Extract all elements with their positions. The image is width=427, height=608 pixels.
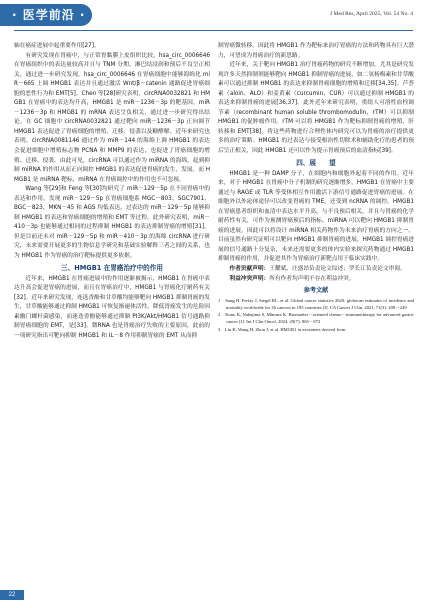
statement-text: 王耀斌、汪盛昂负责论文综述；罗长江负责论文审阅。 (269, 266, 406, 273)
statement-label: 作者贡献声明： (229, 266, 270, 273)
statement-label: 利益冲突声明： (229, 275, 270, 282)
section-tab (0, 4, 92, 26)
reference-item: 2 Kono K, Nakajima S, Mimura K. Biomarker－oriented chemo－immunotherapy for advanced gastric cancer [J]. Int J Clin Oncol, 2024, 29(7): 865－872 (218, 312, 414, 325)
reference-item: 1 Sung H, Ferlay J, Siegel RL, et al. Global cancer statistics 2020: globocan estimates of incidence and mortality worldwide for 36 cancers in 185 countries [J]. CA Cancer J Clin, 2021, 71(3): 209－249 (218, 298, 414, 311)
left-column (14, 42, 210, 590)
journal-meta: J Med Res, April 2025, Vol. 54 No. 4 (329, 11, 413, 17)
body-paragraph: 近年来，关于靶向 HMGB1 治疗胃癌药物的研究不断增加，尤其是研究发现许多天然抑制剂能够靶向 HMGB1 抑制胃癌的进展，如二氢杨梅素和甘草酸素可以通过抑制 HMGB1 的表达来抑制胃癌细胞的增殖和迁移[34,35]。芦荟素（aloin、ALO）和姜黄素（curcumin、CUR）可以通过抑制 HMGB1 的表达来抑制胃癌的进展[36,37]。此外近年来研究表明，重组人可溶性血栓调节素（recombinant human soluble thrombomodulin，rTM）可以抑制 HMGB1 的促肿瘤作用。rTM 可以将 HMGB1 作为靶标抑制胃癌的增殖、肝转移和 EMT[38]。将这些药物进行合理性体内研究可以为胃癌的治疗提供更多的治疗策略。HMGB1 的过表达与接受根治性切除术和辅助化疗的患者的预后呈正相关，因此 HMGB1 还可以作为提示胃癌预后的血清指标[39]。 (218, 62, 414, 155)
body-paragraph: 有研究发现在胃癌中，与正常胃黏膜上皮组织比较，hsa_circ_0006646 在胃癌组织中的表达量较高并且与 TNM 分期、淋巴结浸润和预后不良呈正相关，通过进一步研究发现，hsa_circ_0006646 在胃癌细胞中能够海绵化 miR－665 上调 HMGB1 表达并且通过激活 Wnt/β－catenin 通路促进胃癌细胞的恶性行为和 EMT[5]。Chen 等[28]研究表明，circRNA0032821 和 HMGB1 在胃癌中的表达均升高，HMGB1 是 miR－1236－3p 的靶基因，miR－1236－3p 和 HMGB1 的 mRNA 表达呈负相关，通过进一步研究得出结论，在 GC 细胞中 circRNA0032821 通过靶向 miR－1236－3p 正向调节 HMGB1 表达促进了胃癌细胞的增殖、迁移、侵袭以及糖酵解。近年来研究也表明，circRNA0081146 通过作为 miR－144 的海绵上调 HMGB1 的表达会促进细胞中增殖标志物 PCNA 和 MMP9 的表达，也促进了胃癌细胞的增殖、迁移、侵袭。由此可见，circRNA 可以通过作为 miRNA 的海绵，起到抑制 miRNA 的作用从而正向调控 HMGB1 的表达促进胃癌的发生、发展。而 HMGB1 是 miRNA 靶标，miRNA 在胃癌调控中的作用也不可忽视。 (14, 52, 210, 183)
reference-item: 3 Liu K, Wang H, Zhou J, et al. HMGB1 in exosomes derived from (218, 326, 346, 332)
references-heading: 参考文献 (303, 287, 329, 295)
section-label: · 医学前沿 · (12, 8, 86, 22)
section-heading: 三、HMGB1 在胃癌治疗中的作用 (61, 263, 163, 272)
page-header (0, 0, 427, 30)
body-paragraph: 轴在癌症进展中起重要作用[27]。 (14, 43, 100, 49)
right-column (218, 42, 414, 590)
body-paragraph: Wang 等[29]和 Feng 等[30]均研究了 miR－129－5p 在不同胃癌中的表达和作用，发现 miR－129－5p 在胃癌细胞系 MGC－803、SGC7901、BGC－823、MKN－45 和 AGS 均低表达，过表达的 miR－129－5p 能够抑制 HMGB1 的表达和胃癌细胞的增殖和 EMT 等过程。此外研究表明，miR－410－3p 也能够通过相同的过程抑制 HMGB1 的表达抑制胃癌的增殖[31]。但是目前还未对 miR－129－5p 和 miR－410－3p 的海绵 circRNA 进行研究，未来需要开展更多的生物信息学研究和基础实验解释三者之间的关系，也为 HMGB1 作为胃癌的治疗靶标提供更多依据。 (14, 186, 210, 260)
section-heading: 四、展 望 (296, 158, 336, 167)
body-paragraph: HMGB1 是一种 DAMP 分子，在细胞内和细胞外起着不同的作用。近年来，对于 HMGB1 在胃癌中分子机制的研究逐渐增多，HMGB1 在胃癌中主要通过与 RAGE 或 TLR 等受体相互作用激活下游信号通路促进胃癌的进展。在细胞外以外泌体途径可以改变胃癌的 TME，还受到 ncRNA 的调控。HMGB1 在胃癌患者组织和血清中表达水平升高，与不良预后相关，并且与胃癌的化学耐药性有关，可作为预测胃癌预后的指标。miRNA 可以靶向 HMGB1 抑制胃癌的进展，因此可以将设计 miRNA 相关药物作为未来治疗胃癌的方向之一。目前虽然有研究证明可以靶向 HMGB1 抑制胃癌的进展，HMGB1 调控胃癌进展的信号通路十分复杂，未来还需要更多的体内实验来探究药物通过 HMGB1 抑制胃癌的作用，并促进其作为胃癌治疗新靶点用于临床实践中。 (218, 170, 414, 263)
body-paragraph: 近年来，HMGB1 在胃癌进展中的作用逐渐被揭示，HMGB1 在胃癌中表达升高会促进胃癌的进展，而且在胃癌治疗中，HMGB1 与胃癌化疗耐药有关[32]。近年来研究发现，连选香酚和甘草酸均能够靶向 HMGB1 抑制胃癌的发生，甘草酸能够通过抑制 HMGB1 可恢复渐褪体活性，降低胃癌发生的危险因素幽门螺杆菌感染，而迷迭香酚能够通过抑制 PI3K/Akt/HMGB1 信号通路抑制胃癌细胞的 EMT，是[33]。微RNA 也是胃癌治疗失败的主要原因，此前的一项研究指出可靶向抑制 HMGB1 和 IL－8 作用抑制胃癌的 EMT 从而抑 (14, 275, 210, 339)
body-paragraph: 制胃癌微转移。因此将 HMGB1 作为靶标来治疗胃癌的方法和药物具有巨大潜力，可望成为胃癌治疗的新思路。 (218, 43, 414, 59)
statement-text: 所有作者均声明不存在利益冲突。 (269, 275, 355, 282)
page-number: 22 (0, 590, 24, 600)
body-paragraph (218, 265, 414, 275)
header-rule (14, 30, 413, 31)
body-paragraph (218, 275, 414, 285)
